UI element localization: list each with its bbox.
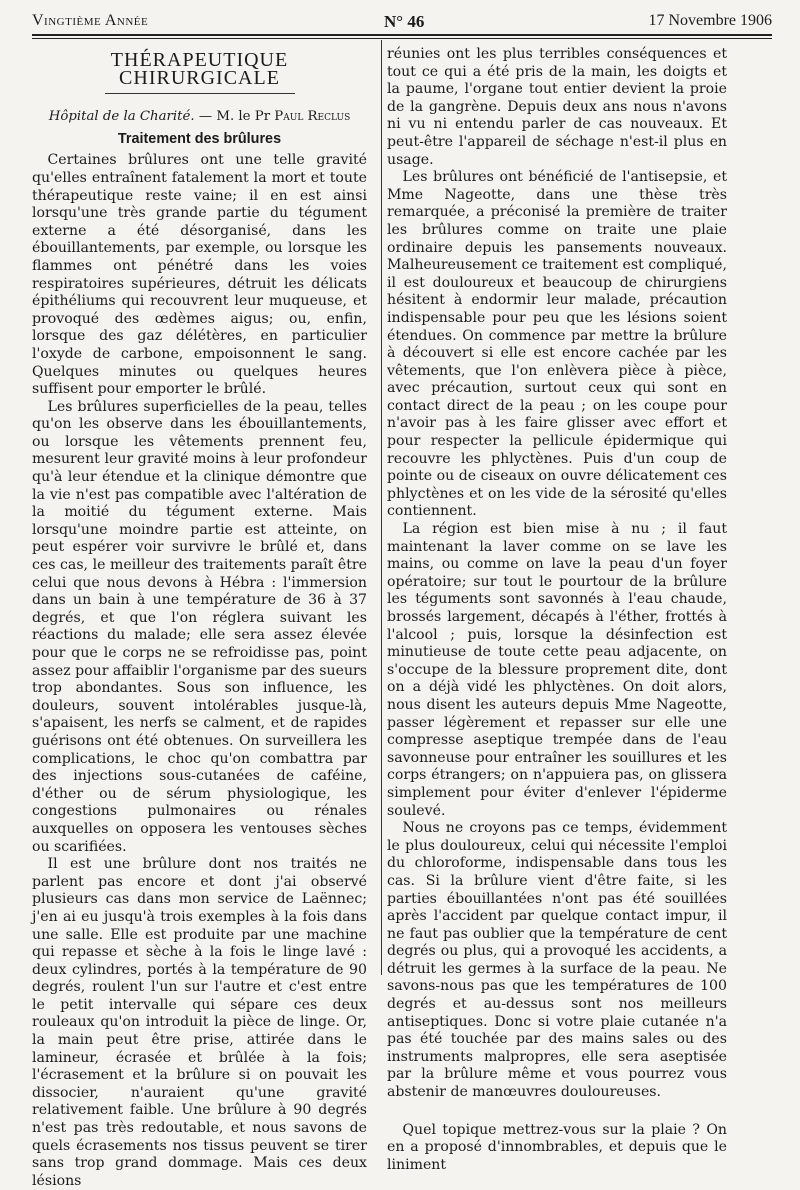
author-name: Paul Reclus bbox=[274, 109, 351, 125]
column-divider bbox=[381, 40, 382, 975]
paragraph: Les brûlures superficielles de la peau, telles qu'on les observe dans les ébouillantements, ou lorsque les vêtements prennent feu, mesurent leur gravité moins à leur profondeur qu'à leur étendue et la clinique démontre que la vie n'est pas compatible avec l'altération de la moitié du tégument externe. Mais lorsqu'une moindre partie est atteinte, on peut espérer voir survivre le brûlé et, dans ces cas, le meilleur des traitements paraît être celui que nous devons à Hébra : l'immersion dans un bain à une température de 36 à 37 degrés, et que l'on réglera suivant les réactions du malade; elle sera assez élevée pour que le corps ne se refroidisse pas, point assez pour affaiblir l'organisme par des sueurs trop abondantes. Sous son influence, les douleurs, souvent intolérables jusque-là, s'apaisent, les nerfs se calment, et de rapides guérisons ont été obtenues. On surveillera les complications, le choc qu'on combattra par des injections sous-cutanées de caféine, d'éther ou de sérum physiologique, les congestions pulmonaires ou rénales auxquelles on opposera les ventouses sèches ou scarifiées. bbox=[32, 398, 367, 855]
right-column bbox=[387, 46, 727, 1174]
page-header bbox=[32, 12, 772, 36]
header-rule-thick bbox=[32, 34, 772, 36]
issue-date: 17 Novembre 1906 bbox=[648, 12, 772, 29]
paragraph: Nous ne croyons pas ce temps, évidemment le plus douloureux, celui qui nécessite l'emploi du chloroforme, indispensable dans tous les cas. Si la brûlure vient d'être faite, si les parties ébouillantées n'ont pas été souillées après l'accident par quelque contact impur, il ne faut pas oublier que la température de cent degrés ou plus, qui a provoqué les accidents, a détruit les germes à la surface de la peau. Ne savons-nous pas que les températures de 100 degrés et au-dessus sont nos meilleurs antiseptiques. Donc si votre plaie cutanée n'a pas été touchée par des mains sales ou des instruments malpropres, elle sera aseptisée par la brûlure même et vous pourrez vous abstenir de manœuvres douloureuses. bbox=[387, 820, 727, 1101]
article-subtitle: Traitement des brûlures bbox=[117, 130, 282, 147]
volume-label: Vingtième Année bbox=[32, 12, 149, 29]
paragraph: Quel topique mettrez-vous sur la plaie ? On en a proposé d'innombrables, et depuis que le liniment bbox=[387, 1121, 727, 1173]
left-column bbox=[32, 46, 367, 1190]
author-prefix: — M. le Pr bbox=[194, 109, 275, 125]
issue-number: N° 46 bbox=[384, 12, 425, 31]
header-rule-thin bbox=[32, 38, 772, 39]
paragraph: Certaines brûlures ont une telle gravité qu'elles entraînent fatalement la mort et toute thérapeutique reste vaine; il en est ainsi lorsqu'une très grande partie du tégument externe a été désorganisé, dans les ébouillantements, par exemple, ou lorsque les flammes ont pénétré dans les voies respiratoires supérieures, détruit les délicats épithéliums qui recouvrent leur muqueuse, et provoqué des œdèmes aigus; ou, enfin, lorsque des gaz délétères, en particulier l'oxyde de carbone, empoisonnent le sang. Quelques minutes ou quelques heures suffisent pour emporter le brûlé. bbox=[32, 152, 367, 398]
paragraph: Il est une brûlure dont nos traités ne parlent pas encore et dont j'ai observé plusieurs cas dans mon service de Laënnec; j'en ai eu jusqu'à trois exemples à la fois dans une salle. Elle est produite par une machine qui repasse et sèche à la fois le linge lavé : deux cylindres, portés à la température de 90 degrés, roulent l'un sur l'autre et c'est entre le petit intervalle qui sépare ces deux rouleaux qu'on introduit la pièce de linge. Or, la main peut être prise, attirée dans le lamineur, écrasée et brûlée à la fois; l'écrasement et la brûlure si on pouvait les dissocier, n'auraient qu'une gravité relativement faible. Une brûlure à 90 degrés n'est pas très redoutable, et nous savons de quels écrasements nos tissus peuvent se tirer sans trop grand dommage. Mais ces deux lésions bbox=[32, 856, 367, 1189]
section-title: THÉRAPEUTIQUE CHIRURGICALE bbox=[110, 49, 289, 89]
paragraph: réunies ont les plus terribles conséquences et tout ce qui a été pris de la main, les doigts et la paume, l'organe tout entier devient la proie de la gangrène. Depuis deux ans nous n'avons ni vu ni entendu parler de cas nouveaux. Et peut-être l'appareil de séchage n'est-il plus en usage. bbox=[387, 46, 727, 168]
attribution bbox=[32, 108, 367, 126]
paragraph: La région est bien mise à nu ; il faut maintenant la laver comme on se lave les mains, ou comme on lave la peau d'un foyer opératoire; sur tout le pourtour de la brûlure les téguments sont savonnés à l'eau chaude, brossés largement, décapés à l'éther, frottés à l'alcool ; puis, lorsque la désinfection est minutieuse de toute cette peau adjacente, on s'occupe de la blessure proprement dite, dont on a déjà vidé les phlyctènes. On doit alors, nous disent les auteurs depuis Mme Nageotte, passer légèrement et repasser sur elle une compresse aseptique trempée dans de l'eau savonneuse pour entraîner les souillures et les corps étrangers; on n'appuiera pas, on glissera simplement pour éviter d'enlever l'épiderme soulevé. bbox=[387, 521, 727, 819]
title-rule bbox=[105, 93, 295, 94]
paragraph: Les brûlures ont bénéficié de l'antisepsie, et Mme Nageotte, dans une thèse très remarquée, a préconisé la première de traiter les brûlures comme on traite une plaie ordinaire depuis les pansements nouveaux. Malheureusement ce traitement est compliqué, il est douloureux et beaucoup de chirurgiens hésitent à endormir leur malade, précaution indispensable pour peu que les lésions soient étendues. On commence par mettre la brûlure à découvert si elle est encore cachée par les vêtements, que l'on enlèvera pièce à pièce, avec précaution, surtout ceux qui sont en contact direct de la peau ; on les coupe pour n'avoir pas à les faire glisser avec effort et pour respecter la pellicule épidermique qui recouvre les phlyctènes. Puis d'un coup de pointe ou de ciseaux on ouvre délicatement ces phlyctènes et on les vide de la sérosité qu'elles contiennent. bbox=[387, 169, 727, 520]
hospital-name: Hôpital de la Charité. bbox=[48, 109, 195, 125]
